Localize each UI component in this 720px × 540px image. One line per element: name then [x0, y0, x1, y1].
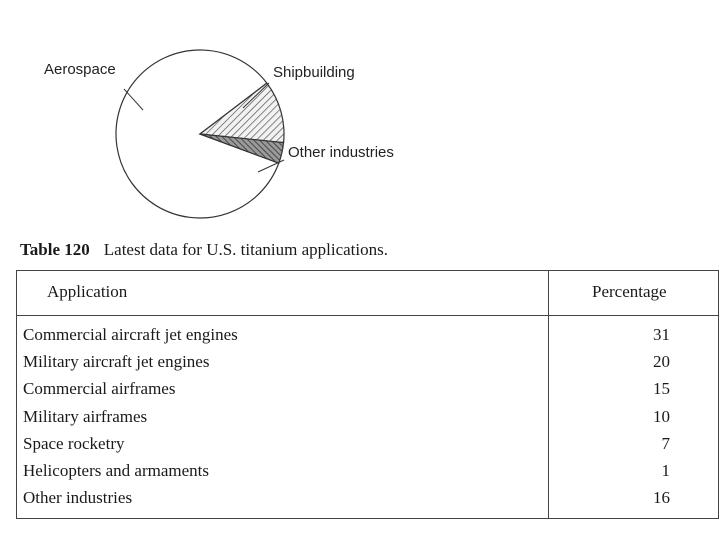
table-row: [17, 350, 718, 377]
cell-percentage: 10: [653, 406, 670, 426]
table-number: Table 120: [20, 240, 90, 259]
header-application: Application: [47, 282, 128, 301]
cell-application: Commercial aircraft jet engines: [23, 325, 238, 344]
applications-table: [16, 270, 719, 519]
table-row: [17, 323, 718, 350]
header-percentage: Percentage: [592, 282, 667, 301]
pie-label-other-industries: Other industries: [288, 144, 394, 161]
pie-label-aerospace: Aerospace: [44, 61, 116, 78]
cell-percentage: 7: [661, 433, 670, 453]
pie-svg: [0, 0, 720, 225]
cell-application: Other industries: [23, 488, 133, 508]
cell-percentage: 31: [653, 325, 670, 344]
cell-percentage: 1: [661, 461, 670, 480]
table-row: [17, 459, 718, 486]
table-row: [17, 377, 718, 404]
pie-chart: [0, 0, 720, 225]
table-caption: [20, 240, 388, 260]
cell-application: Space rocketry: [23, 433, 125, 453]
cell-application: Commercial airframes: [23, 379, 176, 399]
table-row: [17, 486, 718, 513]
cell-percentage: 15: [653, 379, 670, 399]
table-row: [17, 432, 718, 459]
cell-percentage: 16: [653, 488, 670, 508]
cell-percentage: 20: [653, 352, 670, 372]
cell-application: Military airframes: [23, 406, 148, 426]
table-header: [17, 271, 718, 316]
pie-label-shipbuilding: Shipbuilding: [273, 64, 355, 81]
cell-application: Helicopters and armaments: [23, 461, 209, 480]
table-title: Latest data for U.S. titanium applications.: [103, 240, 388, 259]
table-row: [17, 405, 718, 432]
cell-application: Military aircraft jet engines: [23, 352, 210, 372]
